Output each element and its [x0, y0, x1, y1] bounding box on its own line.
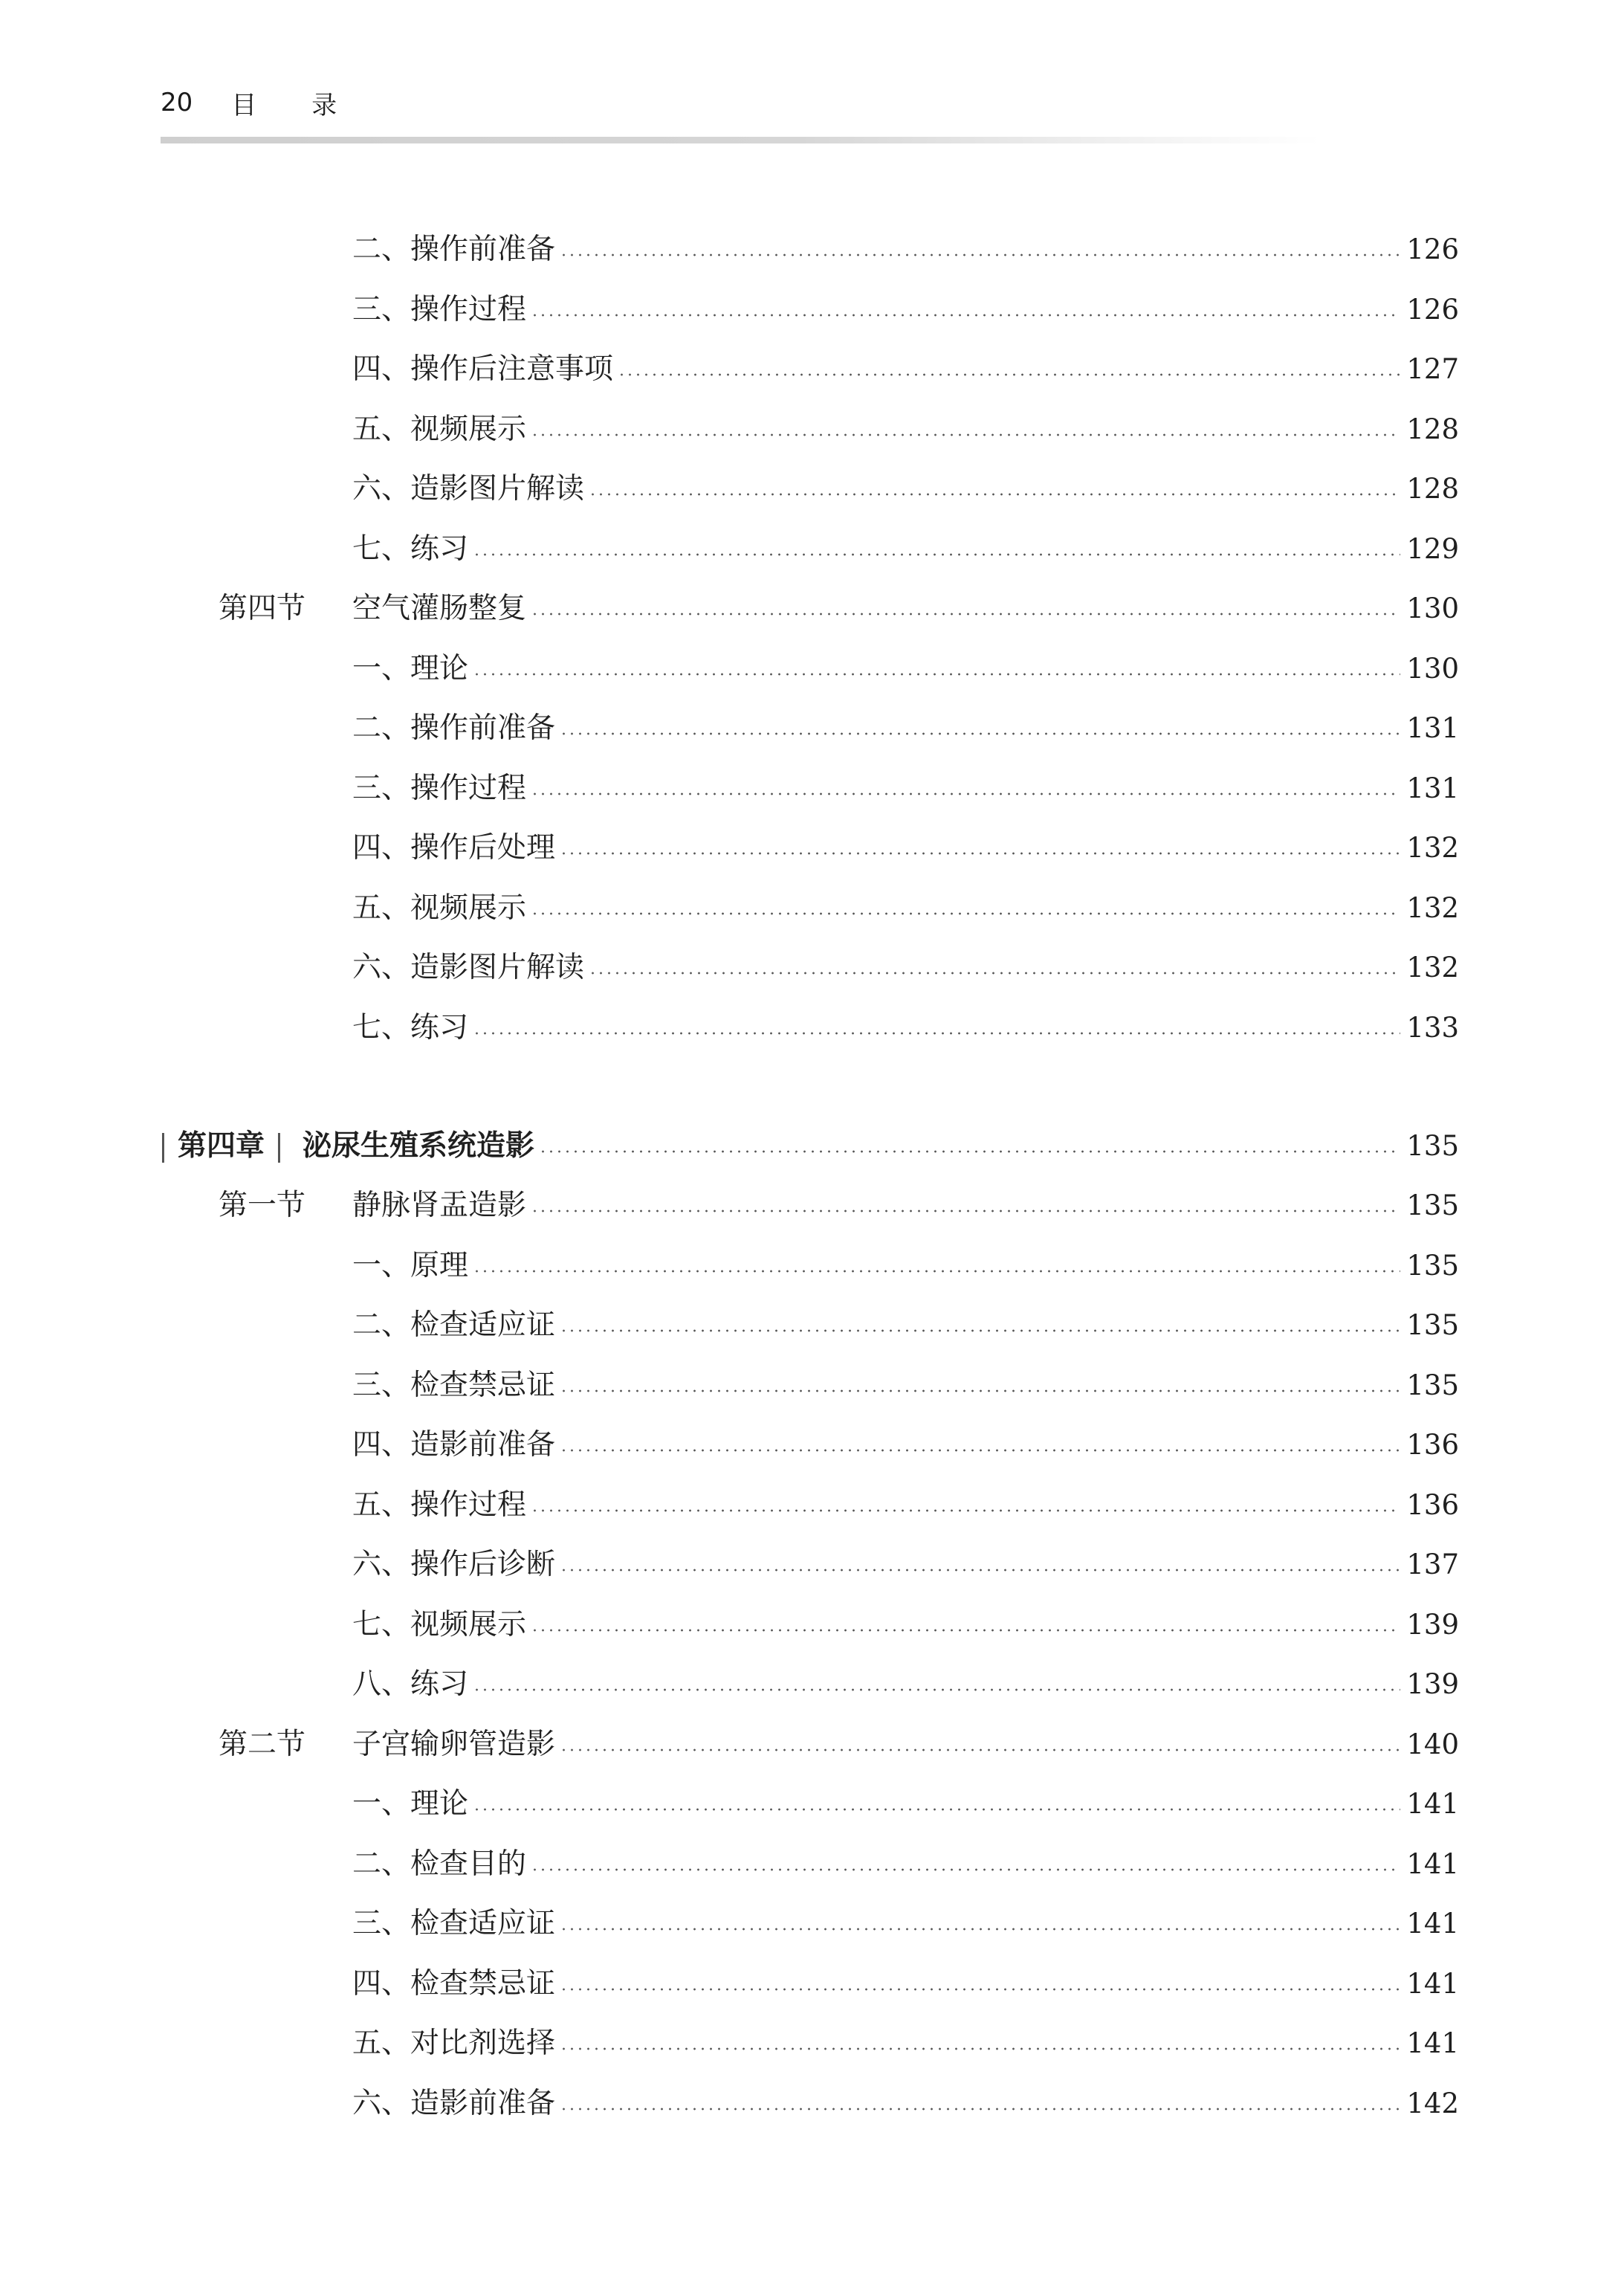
- toc-item-entry[interactable]: [352, 1782, 1459, 1827]
- dot-leader: [531, 1509, 1400, 1512]
- entry-label: 三、检查适应证: [352, 1907, 556, 1940]
- toc-item-entry[interactable]: [352, 407, 1459, 452]
- toc-chapter-entry[interactable]: [162, 1124, 1459, 1169]
- toc-item-entry[interactable]: [352, 288, 1459, 332]
- page-number: 141: [1406, 1788, 1459, 1820]
- dot-leader: [531, 1868, 1400, 1871]
- header-rule: [161, 137, 1320, 143]
- dot-leader: [473, 673, 1400, 676]
- entry-label: 六、造影图片解读: [352, 951, 585, 984]
- section-title: 空气灌肠整复: [352, 592, 527, 625]
- toc-item-entry[interactable]: [352, 1363, 1459, 1408]
- page-number: 133: [1406, 1012, 1459, 1044]
- dot-leader: [560, 1329, 1400, 1332]
- entry-label: 四、操作后处理: [352, 831, 556, 865]
- dot-leader: [560, 1748, 1400, 1751]
- entry-label: 一、原理: [352, 1249, 469, 1282]
- page-number: 142: [1406, 2087, 1459, 2119]
- toc-item-entry[interactable]: [352, 1006, 1459, 1050]
- entry-label: [219, 1184, 526, 1228]
- section-number: 第一节: [219, 1189, 306, 1222]
- page-number: 132: [1406, 952, 1459, 984]
- page-number: 126: [1406, 233, 1459, 265]
- dot-leader: [560, 1569, 1400, 1572]
- toc-item-entry[interactable]: [352, 1603, 1459, 1647]
- entry-label: 四、造影前准备: [352, 1428, 556, 1462]
- toc-section-entry[interactable]: [219, 1722, 1459, 1767]
- dot-leader: [539, 1150, 1400, 1153]
- section-number: 第二节: [219, 1728, 306, 1761]
- page-number: 130: [1406, 653, 1459, 685]
- page-number: 141: [1406, 1908, 1459, 1940]
- entry-label: 五、视频展示: [352, 413, 527, 446]
- page-number: 131: [1406, 712, 1459, 744]
- dot-leader: [531, 314, 1400, 317]
- page-number: 140: [1406, 1728, 1459, 1760]
- entry-label: 六、造影图片解读: [352, 472, 585, 506]
- section-title: 静脉肾盂造影: [352, 1189, 527, 1222]
- chapter-bar-right: [278, 1133, 280, 1163]
- toc-section-entry[interactable]: [219, 587, 1459, 631]
- entry-label: 二、操作前准备: [352, 711, 556, 745]
- entry-label: 七、视频展示: [352, 1608, 527, 1641]
- page-number: 141: [1406, 1848, 1459, 1880]
- entry-label: 六、造影前准备: [352, 2087, 556, 2120]
- toc-item-entry[interactable]: [352, 1662, 1459, 1707]
- dot-leader: [473, 1808, 1400, 1811]
- page-number: 135: [1406, 1369, 1459, 1401]
- toc-item-entry[interactable]: [352, 647, 1459, 691]
- page-number: 127: [1406, 353, 1459, 385]
- entry-label: 二、操作前准备: [352, 233, 556, 266]
- toc-item-entry[interactable]: [352, 886, 1459, 931]
- entry-label: [219, 1722, 555, 1767]
- section-title: 子宫输卵管造影: [352, 1728, 556, 1761]
- toc-item-entry[interactable]: [352, 1423, 1459, 1467]
- entry-label: 七、练习: [352, 532, 469, 566]
- entry-label: 二、检查适应证: [352, 1308, 556, 1342]
- page-number: 137: [1406, 1549, 1459, 1580]
- dot-leader: [531, 1629, 1400, 1632]
- entry-label: 一、理论: [352, 1787, 469, 1821]
- page-number: 135: [1406, 1189, 1459, 1221]
- dot-leader: [560, 732, 1400, 735]
- dot-leader: [473, 553, 1400, 556]
- dot-leader: [473, 1032, 1400, 1035]
- toc-item-entry[interactable]: [352, 1543, 1459, 1587]
- toc-item-entry[interactable]: [352, 1244, 1459, 1288]
- dot-leader: [618, 373, 1400, 376]
- entry-label: 五、对比剂选择: [352, 2027, 556, 2060]
- entry-label: 三、操作过程: [352, 772, 527, 805]
- entry-label: 三、操作过程: [352, 293, 527, 326]
- entry-label: 七、练习: [352, 1011, 469, 1044]
- dot-leader: [531, 613, 1400, 616]
- toc-item-entry[interactable]: [352, 1962, 1459, 2006]
- toc-item-entry[interactable]: [352, 1483, 1459, 1528]
- toc-item-entry[interactable]: [352, 766, 1459, 811]
- dot-leader: [560, 1988, 1400, 1991]
- dot-leader: [531, 1210, 1400, 1212]
- dot-leader: [589, 972, 1400, 975]
- dot-leader: [560, 852, 1400, 855]
- page-number: 128: [1406, 473, 1459, 505]
- entry-label: 四、操作后注意事项: [352, 352, 614, 386]
- page-header: [161, 80, 392, 125]
- page-number: 136: [1406, 1489, 1459, 1521]
- entry-label: 三、检查禁忌证: [352, 1369, 556, 1402]
- toc-item-entry[interactable]: [352, 1303, 1459, 1348]
- dot-leader: [473, 1688, 1400, 1691]
- entry-label: [219, 587, 526, 631]
- page-number: 130: [1406, 592, 1459, 624]
- dot-leader: [531, 912, 1400, 915]
- toc-item-entry[interactable]: [352, 1842, 1459, 1887]
- dot-leader: [473, 1270, 1400, 1273]
- page-number: 132: [1406, 892, 1459, 924]
- dot-leader: [560, 1389, 1400, 1392]
- page-number: 128: [1406, 413, 1459, 445]
- page-number: 135: [1406, 1130, 1459, 1162]
- page-number: 132: [1406, 832, 1459, 864]
- page-number: 20: [161, 88, 193, 117]
- entry-label: 五、操作过程: [352, 1488, 527, 1522]
- toc-item-entry[interactable]: [352, 347, 1459, 392]
- page-number: 131: [1406, 772, 1459, 804]
- page-number: 141: [1406, 1968, 1459, 2000]
- dot-leader: [560, 2108, 1400, 2111]
- page-number: 139: [1406, 1668, 1459, 1700]
- page-number: 136: [1406, 1429, 1459, 1461]
- toc-item-entry[interactable]: [352, 946, 1459, 990]
- entry-label: 五、视频展示: [352, 891, 527, 925]
- section-number: 第四节: [219, 592, 306, 625]
- page-number: 135: [1406, 1250, 1459, 1282]
- page-number: 135: [1406, 1309, 1459, 1341]
- chapter-title: 泌尿生殖系统造影: [303, 1129, 535, 1163]
- page-number: 126: [1406, 294, 1459, 326]
- dot-leader: [560, 2047, 1400, 2050]
- dot-leader: [560, 1928, 1400, 1931]
- toc-item-entry[interactable]: [352, 467, 1459, 511]
- dot-leader: [560, 254, 1400, 256]
- page-number: 129: [1406, 533, 1459, 565]
- toc-item-entry[interactable]: [352, 227, 1459, 272]
- dot-leader: [531, 433, 1400, 436]
- entry-label: 一、理论: [352, 652, 469, 685]
- toc-item-entry[interactable]: [352, 527, 1459, 572]
- dot-leader: [589, 493, 1400, 496]
- page-title: 目录: [231, 90, 392, 120]
- entry-label: [162, 1124, 534, 1169]
- dot-leader: [560, 1449, 1400, 1452]
- toc-item-entry[interactable]: [352, 1902, 1459, 1946]
- toc-item-entry[interactable]: [352, 2021, 1459, 2066]
- page-number: 139: [1406, 1609, 1459, 1641]
- entry-label: 二、检查目的: [352, 1847, 527, 1881]
- toc-item-entry[interactable]: [352, 2082, 1459, 2126]
- page-number: 141: [1406, 2027, 1459, 2059]
- dot-leader: [531, 792, 1400, 795]
- entry-label: 六、操作后诊断: [352, 1548, 556, 1581]
- entry-label: 四、检查禁忌证: [352, 1967, 556, 2001]
- toc-section-entry[interactable]: [219, 1184, 1459, 1228]
- toc-item-entry[interactable]: [352, 826, 1459, 871]
- chapter-number: 第四章: [178, 1129, 265, 1163]
- toc-item-entry[interactable]: [352, 706, 1459, 751]
- entry-label: 八、练习: [352, 1667, 469, 1701]
